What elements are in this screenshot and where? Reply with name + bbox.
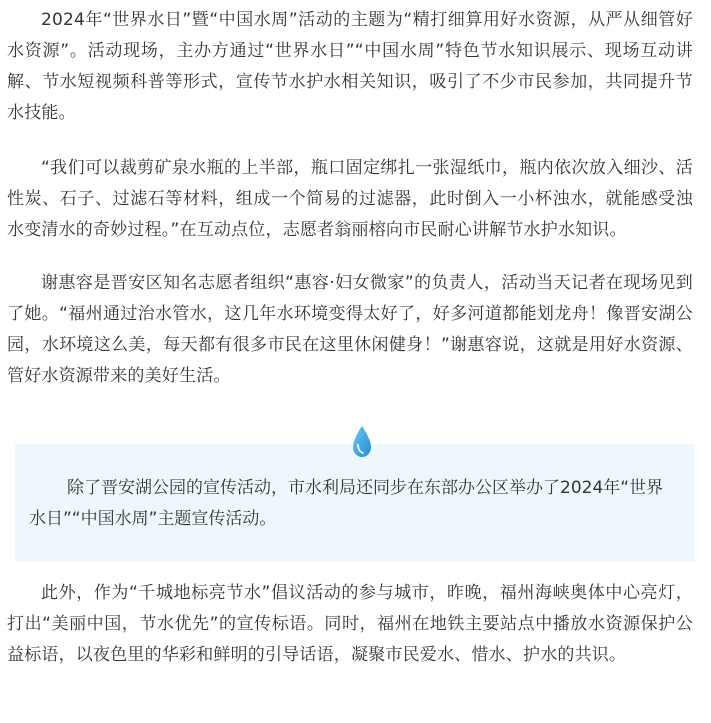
callout-text: 除了晋安湖公园的宣传活动，市水利局还同步在东部办公区举办了2024年“世界水日”“中国水周”主题宣传活动。 — [29, 478, 664, 529]
water-drop-icon — [350, 425, 374, 459]
article-paragraph: 2024年“世界水日”暨“中国水周”活动的主题为“精打细算用好水资源，从严从细管好水资源”。活动现场，主办方通过“世界水日”“中国水周”特色节水知识展示、现场互动讲解、节水短视频科普等形式，宣传节水护水相关知识，吸引了不少市民参加，共同提升节水技能。 — [7, 10, 693, 123]
article-paragraph: “我们可以裁剪矿泉水瓶的上半部，瓶口固定绑扎一张湿纸巾，瓶内依次放入细沙、活性炭、石子、过滤石等材料，组成一个简易的过滤器，此时倒入一小杯浊水，就能感受浊水变清水的奇妙过程。”在互动点位，志愿者翁丽榕向市民耐心讲解节水护水知识。 — [7, 158, 693, 240]
article-paragraph: 此外，作为“千城地标亮节水”倡议活动的参与城市，昨晚，福州海峡奥体中心亮灯，打出“美丽中国，节水优先”的宣传标语。同时，福州在地铁主要站点中播放水资源保护公益标语，以夜色里的华彩和鲜明的引导话语，凝聚市民爱水、惜水、护水的共识。 — [7, 583, 693, 665]
article-paragraph: 谢惠容是晋安区知名志愿者组织“惠容·妇女微家”的负责人，活动当天记者在现场见到了她。“福州通过治水管水，这几年水环境变得太好了，好多河道都能划龙舟！像晋安湖公园，水环境这么美，每天都有很多市民在这里休闲健身！”谢惠容说，这就是用好水资源、管好水资源带来的美好生活。 — [7, 273, 693, 386]
callout-box — [15, 444, 695, 562]
